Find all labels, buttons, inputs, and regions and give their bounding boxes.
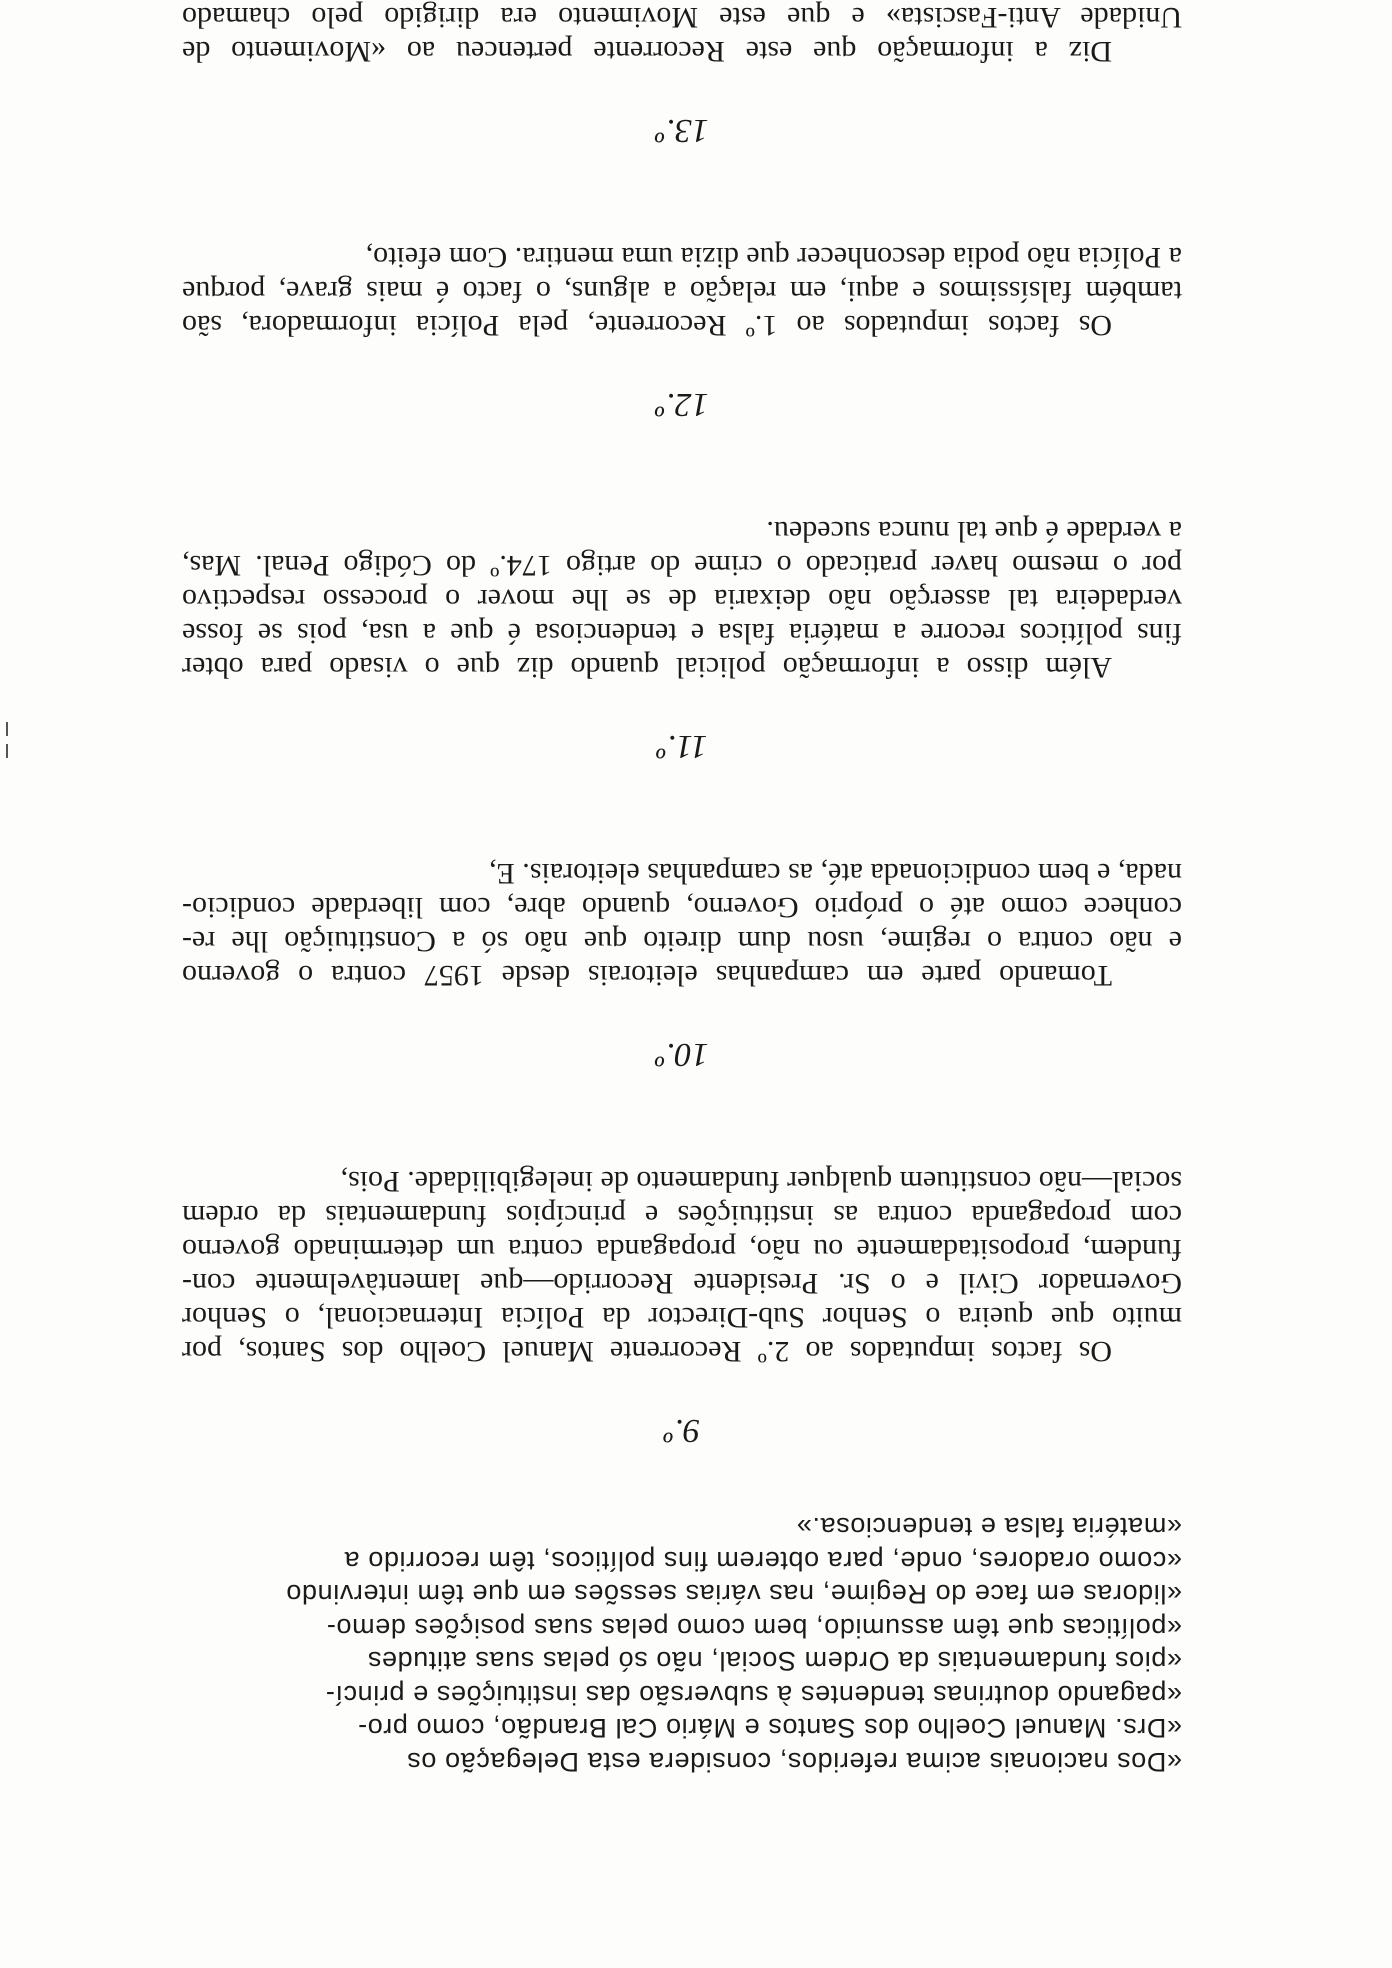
paragraph-line: Governador Civil e o Sr. Presidente Recorrido—que lamentàvelmente con- xyxy=(182,1267,1182,1300)
paragraph-line: fins políticos recorre a matéria falsa e tendenciosa é que a usa, pois se fosse xyxy=(182,617,1182,650)
paragraph-line: Os factos imputados ao 1.º Recorrente, pela Polícia informadora, são xyxy=(182,309,1112,342)
quote-line: «pagando doutrinas tendentes à subversão das instituições e princí- xyxy=(325,1680,1182,1710)
section-number-13: 13.º xyxy=(655,112,709,149)
quote-line: «pios fundamentais da Ordem Social, não só pelas suas atitudes xyxy=(367,1646,1182,1677)
quote-line: «políticas que têm assumido, bem como pelas suas posições demo- xyxy=(326,1613,1182,1643)
quote-line: «como oradores, onde, para obterem fins políticos, têm recorrido a xyxy=(344,1546,1182,1576)
section-number-10: 10.º xyxy=(655,1036,709,1073)
quote-line: «lidoras em face do Regime, nas várias sessões em que têm intervindo xyxy=(285,1579,1182,1610)
paragraph-line: a Polícia não podia desconhecer que dizia uma mentira. Com efeito, xyxy=(365,241,1182,274)
paragraph-line: Unidade Anti-Fascista» e que este Movimento era dirigido pelo chamado xyxy=(182,1,1182,34)
quoted-passage xyxy=(182,1510,1182,1778)
section-paragraph-12 xyxy=(182,240,1182,342)
quote-line: «Drs. Manuel Coelho dos Santos e Mário Cal Brandão, como pro- xyxy=(357,1713,1182,1744)
section-number-11: 11.º xyxy=(656,728,708,765)
paragraph-line: conhece como até o próprio Governo, quando abre, com liberdade condicio- xyxy=(182,891,1182,924)
section-number-12: 12.º xyxy=(655,386,709,423)
paragraph-line: por o mesmo haver praticado o crime do artigo 174.º do Código Penal. Mas, xyxy=(182,549,1182,582)
paragraph-line: Além disso a informação policial quando diz que o visado para obter xyxy=(182,651,1112,684)
section-paragraph-13 xyxy=(182,0,1182,68)
scan-mark xyxy=(6,722,8,736)
section-paragraph-9 xyxy=(182,1164,1182,1368)
section-paragraph-11 xyxy=(182,514,1182,684)
paragraph-line: social—não constituem qualquer fundamento de inelegibilidade. Pois, xyxy=(340,1165,1182,1198)
section-paragraph-10 xyxy=(182,856,1182,992)
paragraph-line: muito que queira o Senhor Sub-Director da Polícia Internacional, o Senhor xyxy=(182,1301,1182,1334)
paragraph-line: Tomando parte em campanhas eleitorais desde 1957 contra o governo xyxy=(182,959,1112,992)
paragraph-line: e não contra o regime, usou dum direito que não só a Constituição lhe re- xyxy=(182,925,1182,958)
document-body xyxy=(182,0,1182,1778)
paragraph-line: nada, e bem condicionada até, as campanhas eleitorais. E, xyxy=(488,857,1182,890)
paragraph-line: com propaganda contra as instituições e princípios fundamentais da ordem xyxy=(182,1199,1182,1232)
paragraph-line: Os factos imputados ao 2.º Recorrente Manuel Coelho dos Santos, por xyxy=(182,1335,1112,1368)
section-number-9: 9.º xyxy=(663,1412,701,1449)
quote-line: «matéria falsa e tendenciosa.» xyxy=(796,1512,1182,1543)
quote-line: «Dos nacionais acima referidos, considera esta Delegação os xyxy=(406,1747,1182,1777)
paragraph-line: também falsíssimos e aqui, em relação a alguns, o facto é mais grave, porque xyxy=(182,275,1182,308)
paragraph-line: a verdade é que tal nunca sucedeu. xyxy=(766,515,1182,548)
paragraph-line: Diz a informação que este Recorrente pertenceu ao «Movimento de xyxy=(182,35,1112,68)
paragraph-line: verdadeira tal asserção não deixaria de se lhe mover o processo respectivo xyxy=(182,583,1182,616)
paragraph-line: fundem, propositadamente ou não, propaganda contra um determinado governo xyxy=(182,1233,1182,1266)
scan-mark xyxy=(6,744,8,758)
